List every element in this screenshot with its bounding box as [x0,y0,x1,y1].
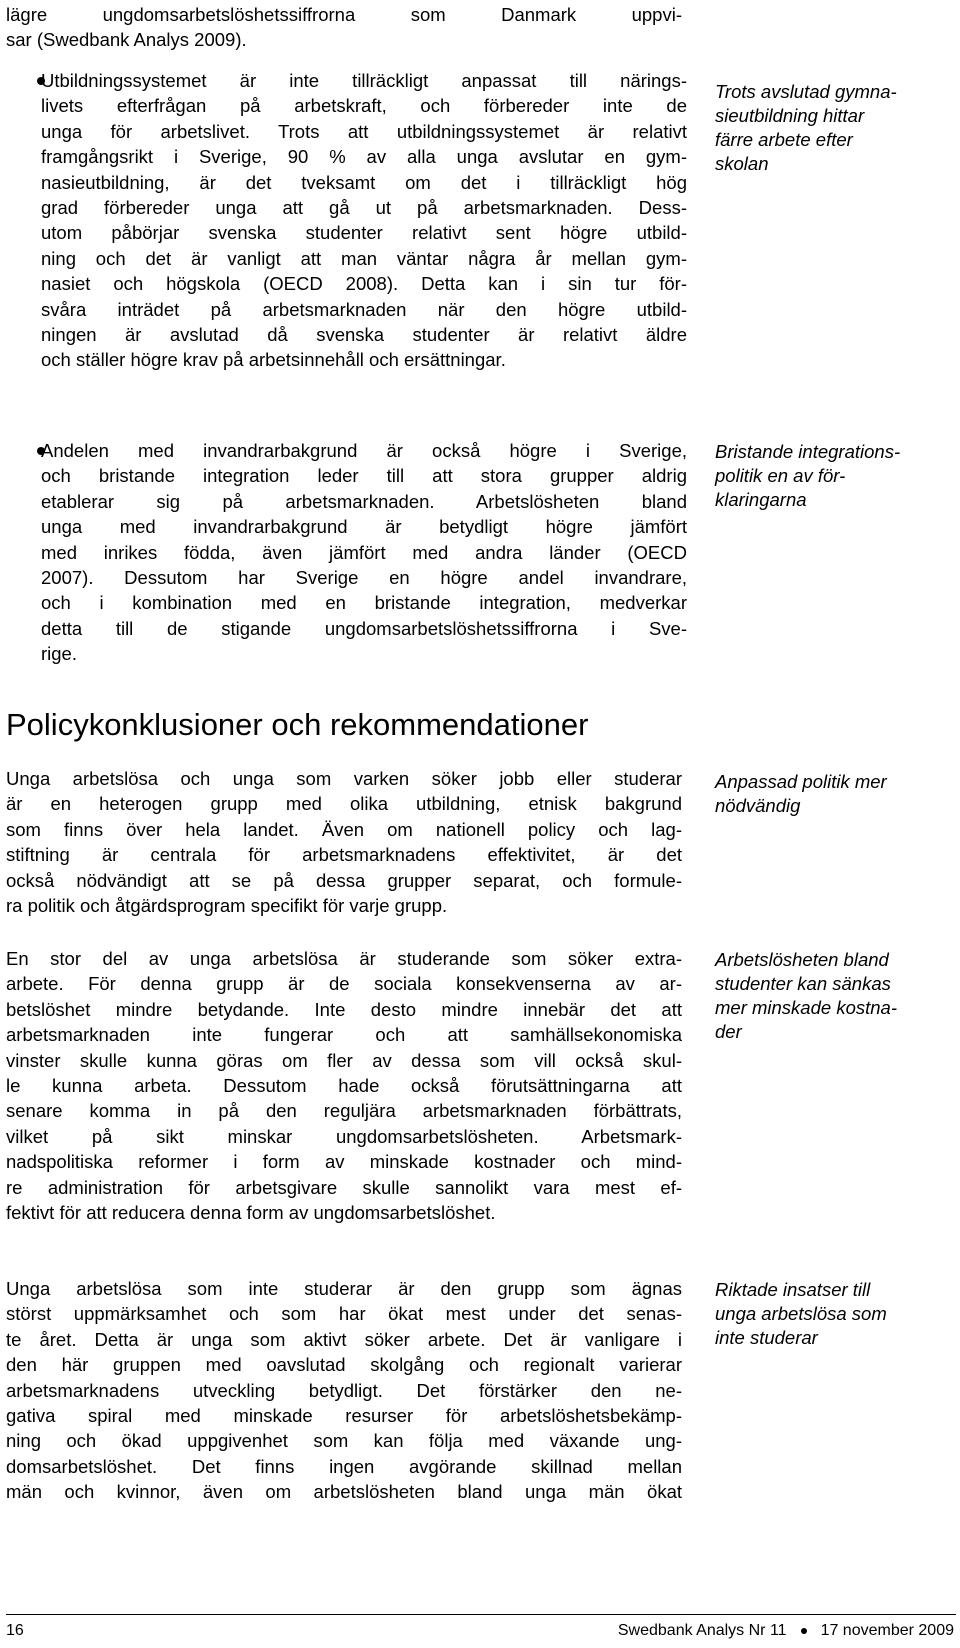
paragraph-heterogeneous-groups [6,766,682,918]
text-line: ra politik och åtgärdsprogram specifikt för varje grupp. [6,895,448,917]
footer-publication-info [618,1620,954,1642]
text-line: senare komma in på den reguljära arbetsmarknaden förbättrats, [6,1100,682,1122]
margin-note-line: unga arbetslösa som [715,1303,887,1324]
footer-divider [6,1614,956,1615]
separator-dot-icon [801,1628,807,1634]
text-line: grad förbereder unga att gå ut på arbetsmarknaden. Dess- [41,197,687,219]
margin-note [715,440,955,512]
text-line: ningen är avslutad då svenska studenter är relativt äldre [41,324,687,346]
text-line: ning och ökad uppgivenhet som kan följa med växande ung- [6,1430,682,1452]
margin-note-line: Riktade insatser till [715,1279,871,1300]
text-line: arbete. För denna grupp är de sociala konsekvenserna av ar- [6,973,682,995]
bullet-text [41,438,687,667]
text-line: arbetsmarknaden inte fungerar och att samhällsekonomiska [6,1024,682,1046]
text-line: detta till de stigande ungdomsarbetslöshetssiffrorna i Sve- [41,617,687,639]
margin-note-line: klaringarna [715,489,807,510]
text-line: 2007). Dessutom har Sverige en högre andel invandrare, [41,567,687,589]
margin-note-line: skolan [715,153,769,174]
text-line: är en heterogen grupp med olika utbildning, etnisk bakgrund [6,793,682,815]
text-line: livets efterfrågan på arbetskraft, och förbereder inte de [41,95,687,117]
text-line: också nödvändigt att se på dessa grupper separat, och formule- [6,869,682,891]
text-line: vinster skulle kunna göras om fler av dessa som vill också skul- [6,1049,682,1071]
margin-note-line: Anpassad politik mer [715,771,887,792]
margin-note-line: Trots avslutad gymna- [715,81,897,102]
text-line: En stor del av unga arbetslösa är studerande som söker extra- [6,948,682,969]
margin-note-line: sieutbildning hittar [715,105,865,126]
text-line: och i kombination med en bristande integration, medverkar [41,592,687,614]
text-line: Unga arbetslösa som inte studerar är den grupp som ägnas [6,1278,682,1299]
margin-note [715,80,955,176]
publication-date: 17 november 2009 [820,1622,954,1639]
margin-note [715,1278,955,1350]
text-line: gativa spiral med minskade resurser för arbetslöshetsbekämp- [6,1405,682,1427]
publication-name: Swedbank Analys Nr 11 [617,1622,787,1639]
text-line: arbetsmarknadens utveckling betydligt. Det förstärker den ne- [6,1379,682,1401]
bullet-text [41,68,687,373]
paragraph-students [6,946,682,1225]
text-line: stiftning är centrala för arbetsmarknadens effektivitet, är det [6,844,682,866]
text-line: utom påbörjar svenska studenter relativt sent högre utbild- [41,222,687,244]
margin-note-line: Bristande integrations- [715,441,901,462]
text-line: lägre ungdomsarbetslöshetssiffrorna som Danmark uppvi- [6,4,682,25]
margin-note-line: färre arbete efter [715,129,853,150]
text-line: störst uppmärksamhet och som har ökat mest under det senas- [6,1303,682,1325]
text-line: nasiet och högskola (OECD 2008). Detta kan i sin tur för- [41,273,687,295]
text-line: och bristande integration leder till att stora grupper aldrig [41,465,687,487]
text-line: nasieutbildning, är det tveksamt om det i tillräckligt hög [41,171,687,193]
margin-note [715,770,955,818]
text-line: Unga arbetslösa och unga som varken söker jobb eller studerar [6,768,682,789]
margin-note-line: nödvändig [715,795,801,816]
text-line: unga för arbetslivet. Trots att utbildningssystemet är relativt [41,120,687,142]
text-line: sar (Swedbank Analys 2009). [6,29,247,51]
text-line: vilket på sikt minskar ungdomsarbetslösheten. Arbetsmark- [6,1125,682,1147]
text-line: och ställer högre krav på arbetsinnehåll och ersättningar. [41,349,506,371]
paragraph-non-students [6,1276,682,1505]
text-line: svåra inträdet på arbetsmarknaden när den högre utbild- [41,298,687,320]
continuation-paragraph [6,2,682,53]
text-line: etablerar sig på arbetsmarknaden. Arbetslösheten bland [41,490,687,512]
margin-note-line: mer minskade kostna- [715,997,897,1018]
text-line: le kunna arbeta. Dessutom hade också förutsättningarna att [6,1075,682,1097]
text-line: domsarbetslöshet. Det finns ingen avgörande skillnad mellan [6,1455,682,1477]
margin-note-line: inte studerar [715,1327,818,1348]
page-number: 16 [6,1622,24,1639]
text-line: män och kvinnor, även om arbetslösheten bland unga män ökat [6,1481,682,1503]
text-line: te året. Detta är unga som aktivt söker arbete. Det är vanligare i [6,1328,682,1350]
margin-note-line: Arbetslösheten bland [715,949,889,970]
margin-note-line: der [715,1021,742,1042]
text-line: Utbildningssystemet är inte tillräckligt anpassat till närings- [41,70,687,91]
margin-note-line: politik en av för- [715,465,846,486]
text-line: nadspolitiska reformer i form av minskade kostnader och mind- [6,1151,682,1173]
text-line: den här gruppen med oavslutad skolgång och regionalt varierar [6,1354,682,1376]
section-heading: Policykonklusioner och rekommendationer [6,707,589,742]
text-line: framgångsrikt i Sverige, 90 % av alla unga avslutar en gym- [41,146,687,168]
text-line: Andelen med invandrarbakgrund är också högre i Sverige, [41,440,687,461]
margin-note [715,948,955,1044]
margin-note-line: studenter kan sänkas [715,973,891,994]
text-line: unga med invandrarbakgrund är betydligt högre jämfört [41,516,687,538]
text-line: rige. [41,643,77,665]
text-line: ning och det är vanligt att man väntar några år mellan gym- [41,247,687,269]
text-line: med inrikes födda, även jämfört med andra länder (OECD [41,541,687,563]
text-line: fektivt för att reducera denna form av ungdomsarbetslöshet. [6,1202,496,1224]
text-line: som finns över hela landet. Även om nationell policy och lag- [6,818,682,840]
text-line: betslöshet mindre betydande. Inte desto mindre innebär det att [6,998,682,1020]
text-line: re administration för arbetsgivare skulle sannolikt vara mest ef- [6,1176,682,1198]
